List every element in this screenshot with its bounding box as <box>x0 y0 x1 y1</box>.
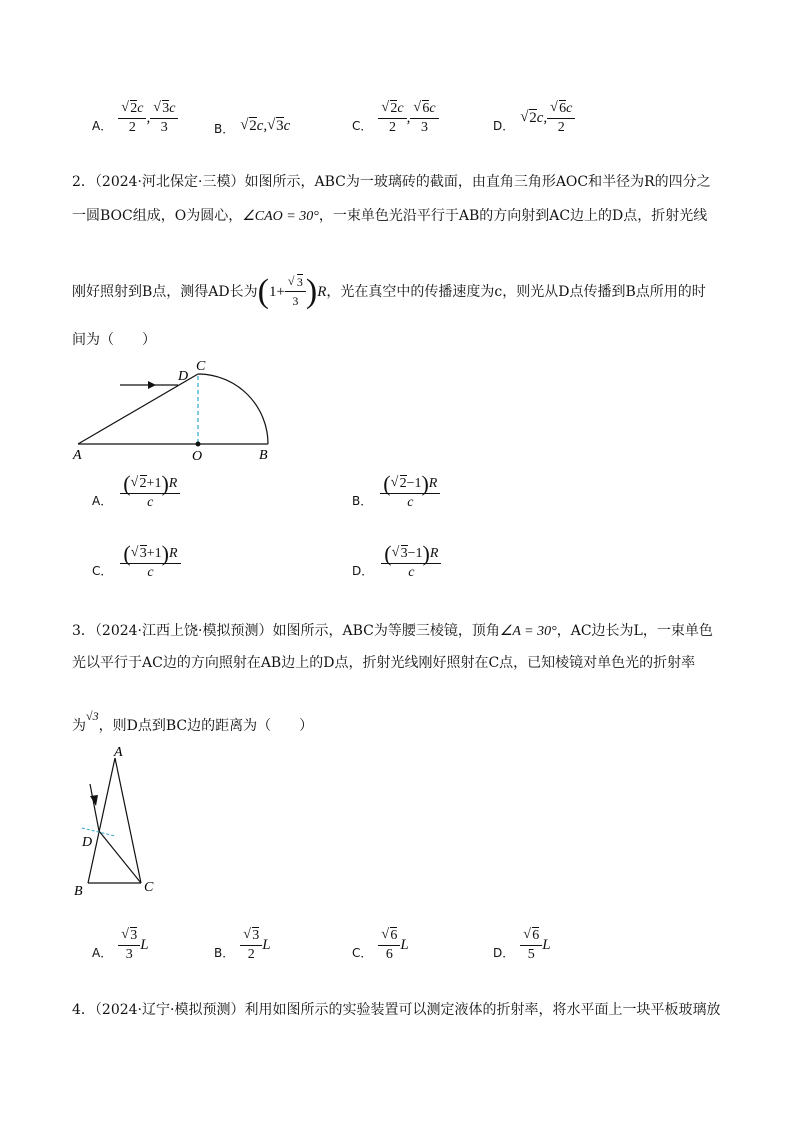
label-d: D <box>178 369 189 384</box>
q3-line-1: 3．（2024·江西上饶·模拟预测）如图所示，ABC为等腰三棱镜，顶角∠A = 30°，AC边长为L，一束单色 <box>72 623 713 639</box>
label-b: B <box>74 884 83 899</box>
center-point-o <box>196 442 201 447</box>
question-source: （2024·江西上饶·模拟预测） <box>94 623 273 639</box>
q3-line-3: 为√3，则D点到BC边的距离为（ ） <box>72 709 314 734</box>
q2-line-4: 间为（ ） <box>72 332 156 348</box>
q1-option-a[interactable]: A． √ $\frac{2c}{2}$ , √ $\frac{3c}{3}$ <box>92 98 178 138</box>
question-source: （2024·河北保定·三模） <box>94 174 245 190</box>
label-c: C <box>144 880 154 895</box>
option-letter: C． <box>352 118 373 133</box>
ad-length-expression: ( 1+ √ $\frac{3}{3}$ ) R <box>258 274 327 309</box>
label-a: A <box>73 448 82 463</box>
side-ab <box>88 758 115 883</box>
question-source: （2024·辽宁·模拟预测） <box>94 1002 245 1018</box>
fraction: $\frac{(√ 2+1)R}{c}$ <box>120 476 180 511</box>
q2-line-1 <box>72 172 711 192</box>
incident-ray <box>90 784 99 831</box>
q2-option-b[interactable]: B． $\frac{(√ 2-1)R}{c}$ <box>352 476 440 511</box>
q3-option-a[interactable]: A． √ $\frac{3}{3}$ L <box>92 928 149 963</box>
option-letter: A． <box>92 118 113 133</box>
angle-cao: ∠CAO = 30° <box>242 209 319 224</box>
q3-option-b[interactable]: B． √ $\frac{3}{2}$ L <box>214 928 271 963</box>
fraction: $\frac{(√ 3+1)R}{c}$ <box>120 546 180 581</box>
question-number: 3． <box>72 623 95 639</box>
refracted-ray <box>99 831 141 883</box>
q3-figure <box>70 740 170 900</box>
q2-line-2: 一圆BOC组成，O为圆心，∠CAO = 30°，一束单色光沿平行于AB的方向射到AC边上的D点，折射光线 <box>72 208 708 224</box>
refractive-index: √3 <box>86 709 99 723</box>
fraction: √ $\frac{2c}{2}$ <box>378 101 406 136</box>
angle-a: ∠A = 30° <box>499 624 557 639</box>
label-o: O <box>192 449 203 464</box>
quarter-arc-bc <box>198 374 268 444</box>
fraction: √ $\frac{3c}{3}$ <box>150 101 178 136</box>
q3-line-2: 光以平行于AC边的方向照射在AB边上的D点，折射光线刚好照射在C点，已知棱镜对单色光的折射率 <box>72 655 696 671</box>
fraction: √ $\frac{3}{2}$ <box>240 928 262 963</box>
q2-line-3: 刚好照射到B点，测得AD长为 ( 1+ √ $\frac{3}{3}$ ) R ，光在真空中的传播速度为c，则光从D点传播到B点所用的时 <box>72 274 706 309</box>
fraction: $\frac{(√ 2-1)R}{c}$ <box>380 476 440 511</box>
q2-figure <box>68 352 288 464</box>
option-letter: D． <box>493 118 515 133</box>
q2-option-c[interactable]: C． $\frac{(√ 3+1)R}{c}$ <box>92 546 181 581</box>
question-number: 2． <box>72 174 95 190</box>
question-number: 4． <box>72 1002 95 1018</box>
q1-option-c[interactable]: C． √ $\frac{2c}{2}$ , √ $\frac{6c}{3}$ <box>352 98 439 138</box>
fraction: √ $\frac{6c}{3}$ <box>410 101 438 136</box>
side-ac <box>115 758 141 883</box>
q1-option-b[interactable] <box>214 108 290 144</box>
fraction: $\frac{(√ 3-1)R}{c}$ <box>381 546 441 581</box>
question-text: 如图所示，ABC为一玻璃砖的截面，由直角三角形AOC和半径为R的四分之 <box>244 174 711 190</box>
label-d: D <box>82 835 93 850</box>
ray-arrow <box>148 381 156 389</box>
q3-option-d[interactable]: D． √ $\frac{6}{5}$ L <box>493 928 551 963</box>
q1-option-d[interactable]: D． √ 2c, √ $\frac{6c}{2}$ <box>493 98 575 138</box>
fraction: √ $\frac{6}{5}$ <box>520 928 542 963</box>
option-letter: B． <box>214 121 235 136</box>
q2-option-d[interactable]: D． $\frac{(√ 3-1)R}{c}$ <box>352 546 441 581</box>
option-b-expression: √ 2c,√ 3c <box>240 118 290 135</box>
fraction: √ $\frac{6}{6}$ <box>378 928 400 963</box>
fraction: √ $\frac{6c}{2}$ <box>547 101 575 136</box>
fraction: √ $\frac{2c}{2}$ <box>118 101 146 136</box>
label-b: B <box>259 448 268 463</box>
label-a: A <box>114 745 123 760</box>
fraction: √ $\frac{3}{3}$ <box>118 928 140 963</box>
q3-option-c[interactable]: C． √ $\frac{6}{6}$ L <box>352 928 409 963</box>
q4-line-1: 4．（2024·辽宁·模拟预测）利用如图所示的实验装置可以测定液体的折射率，将水平面上一块平板玻璃放 <box>72 1002 721 1018</box>
q2-option-a[interactable]: A． $\frac{(√ 2+1)R}{c}$ <box>92 476 180 511</box>
label-c: C <box>196 359 206 374</box>
